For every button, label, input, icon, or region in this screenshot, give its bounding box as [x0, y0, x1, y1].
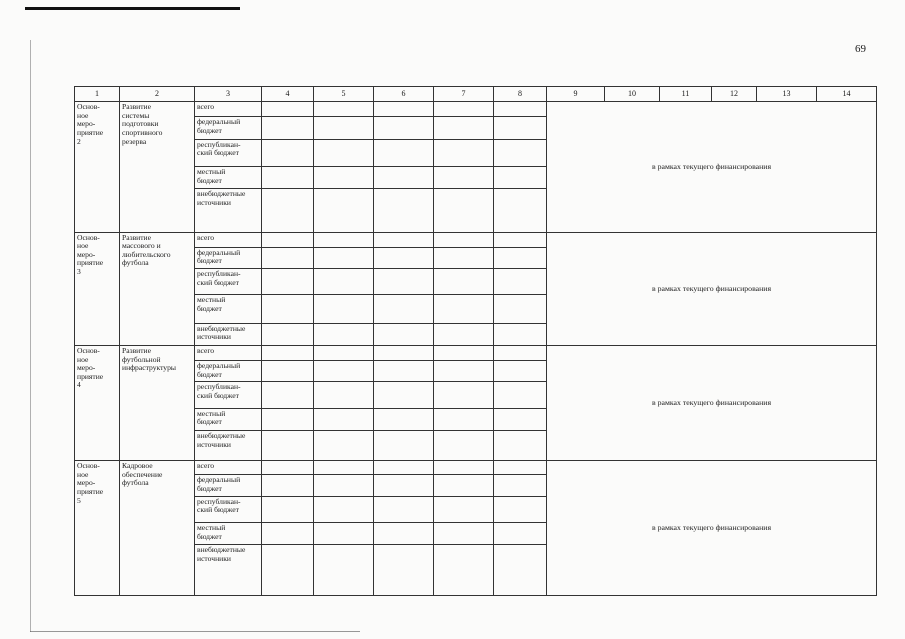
top-edge-rule — [25, 7, 240, 10]
value-cell — [374, 247, 434, 268]
value-cell — [262, 295, 314, 323]
value-cell — [262, 166, 314, 188]
value-cell — [314, 545, 374, 596]
value-cell — [262, 117, 314, 139]
value-cell — [434, 247, 494, 268]
value-cell — [494, 361, 547, 382]
value-cell — [434, 430, 494, 460]
funding-note-cell: в рамках текущего финансирования — [547, 232, 877, 345]
value-cell — [494, 102, 547, 117]
value-cell — [314, 139, 374, 166]
value-cell — [262, 269, 314, 295]
column-number-cell: 14 — [817, 87, 877, 102]
value-cell — [494, 247, 547, 268]
value-cell — [494, 496, 547, 522]
value-cell — [494, 475, 547, 496]
value-cell — [494, 382, 547, 408]
value-cell — [434, 545, 494, 596]
funding-note-cell: в рамках текущего финансирования — [547, 102, 877, 232]
value-cell — [314, 323, 374, 345]
value-cell — [374, 408, 434, 430]
funding-source-cell: федеральный бюджет — [195, 361, 262, 382]
funding-note-cell: в рамках текущего финансирования — [547, 345, 877, 460]
table-row — [75, 232, 877, 247]
value-cell — [494, 295, 547, 323]
funding-source-cell: федеральный бюджет — [195, 247, 262, 268]
value-cell — [314, 522, 374, 544]
value-cell — [314, 189, 374, 233]
value-cell — [494, 232, 547, 247]
value-cell — [262, 361, 314, 382]
funding-source-cell: всего — [195, 345, 262, 360]
left-edge-shadow — [30, 40, 31, 632]
measure-title-cell: Развитие футбольной инфраструктуры — [120, 345, 195, 460]
value-cell — [262, 475, 314, 496]
value-cell — [374, 461, 434, 475]
funding-source-cell: всего — [195, 232, 262, 247]
funding-source-cell: федеральный бюджет — [195, 117, 262, 139]
funding-table — [74, 86, 877, 596]
value-cell — [262, 461, 314, 475]
funding-source-cell: федеральный бюджет — [195, 475, 262, 496]
value-cell — [262, 430, 314, 460]
value-cell — [314, 430, 374, 460]
value-cell — [434, 475, 494, 496]
column-number-cell: 3 — [195, 87, 262, 102]
value-cell — [314, 382, 374, 408]
value-cell — [494, 166, 547, 188]
funding-source-cell: республикан- ский бюджет — [195, 139, 262, 166]
value-cell — [434, 345, 494, 360]
value-cell — [314, 117, 374, 139]
value-cell — [434, 117, 494, 139]
value-cell — [374, 295, 434, 323]
value-cell — [262, 522, 314, 544]
column-number-cell: 13 — [757, 87, 817, 102]
column-number-row — [75, 87, 877, 102]
value-cell — [314, 232, 374, 247]
value-cell — [374, 345, 434, 360]
value-cell — [494, 545, 547, 596]
value-cell — [434, 166, 494, 188]
value-cell — [262, 247, 314, 268]
value-cell — [262, 189, 314, 233]
value-cell — [262, 139, 314, 166]
value-cell — [314, 102, 374, 117]
funding-source-cell: местный бюджет — [195, 295, 262, 323]
column-number-cell: 7 — [434, 87, 494, 102]
value-cell — [374, 475, 434, 496]
value-cell — [374, 139, 434, 166]
value-cell — [374, 430, 434, 460]
value-cell — [262, 345, 314, 360]
value-cell — [262, 323, 314, 345]
value-cell — [314, 166, 374, 188]
value-cell — [494, 139, 547, 166]
value-cell — [434, 269, 494, 295]
value-cell — [314, 295, 374, 323]
value-cell — [374, 382, 434, 408]
column-number-cell: 8 — [494, 87, 547, 102]
value-cell — [314, 461, 374, 475]
table-row — [75, 345, 877, 360]
value-cell — [262, 496, 314, 522]
value-cell — [434, 496, 494, 522]
measure-cell: Основ- ное меро- приятие 5 — [75, 461, 120, 596]
value-cell — [494, 189, 547, 233]
value-cell — [494, 323, 547, 345]
value-cell — [314, 361, 374, 382]
funding-note-cell: в рамках текущего финансирования — [547, 461, 877, 596]
funding-source-cell: внебюджетные источники — [195, 323, 262, 345]
measure-title-cell: Кадровое обеспечение футбола — [120, 461, 195, 596]
value-cell — [262, 545, 314, 596]
measure-cell: Основ- ное меро- приятие 4 — [75, 345, 120, 460]
value-cell — [494, 522, 547, 544]
value-cell — [434, 522, 494, 544]
measure-title-cell: Развитие массового и любительского футбола — [120, 232, 195, 345]
value-cell — [374, 189, 434, 233]
value-cell — [262, 408, 314, 430]
value-cell — [314, 475, 374, 496]
value-cell — [434, 361, 494, 382]
funding-source-cell: всего — [195, 461, 262, 475]
funding-source-cell: республикан- ский бюджет — [195, 269, 262, 295]
value-cell — [434, 408, 494, 430]
measure-cell: Основ- ное меро- приятие 2 — [75, 102, 120, 232]
value-cell — [374, 323, 434, 345]
value-cell — [374, 269, 434, 295]
value-cell — [434, 382, 494, 408]
column-number-cell: 1 — [75, 87, 120, 102]
measure-title-cell: Развитие системы подготовки спортивного резерва — [120, 102, 195, 232]
value-cell — [262, 232, 314, 247]
value-cell — [434, 295, 494, 323]
value-cell — [374, 117, 434, 139]
column-number-cell: 5 — [314, 87, 374, 102]
value-cell — [434, 461, 494, 475]
funding-source-cell: внебюджетные источники — [195, 430, 262, 460]
value-cell — [374, 496, 434, 522]
value-cell — [314, 496, 374, 522]
value-cell — [374, 522, 434, 544]
funding-source-cell: местный бюджет — [195, 522, 262, 544]
column-number-cell: 12 — [712, 87, 757, 102]
value-cell — [262, 382, 314, 408]
table-row — [75, 461, 877, 475]
value-cell — [314, 345, 374, 360]
value-cell — [434, 102, 494, 117]
funding-source-cell: республикан- ский бюджет — [195, 496, 262, 522]
value-cell — [314, 247, 374, 268]
value-cell — [434, 232, 494, 247]
value-cell — [314, 269, 374, 295]
measure-cell: Основ- ное меро- приятие 3 — [75, 232, 120, 345]
value-cell — [494, 345, 547, 360]
column-number-cell: 2 — [120, 87, 195, 102]
value-cell — [434, 189, 494, 233]
column-number-cell: 10 — [605, 87, 660, 102]
value-cell — [494, 461, 547, 475]
value-cell — [494, 117, 547, 139]
value-cell — [374, 545, 434, 596]
funding-source-cell: местный бюджет — [195, 408, 262, 430]
value-cell — [434, 139, 494, 166]
value-cell — [374, 166, 434, 188]
value-cell — [494, 408, 547, 430]
column-number-cell: 9 — [547, 87, 605, 102]
value-cell — [262, 102, 314, 117]
funding-source-cell: всего — [195, 102, 262, 117]
value-cell — [494, 430, 547, 460]
column-number-cell: 6 — [374, 87, 434, 102]
column-number-cell: 11 — [660, 87, 712, 102]
table-row — [75, 102, 877, 117]
column-number-cell: 4 — [262, 87, 314, 102]
value-cell — [314, 408, 374, 430]
bottom-edge-rule — [30, 631, 360, 632]
value-cell — [494, 269, 547, 295]
value-cell — [374, 102, 434, 117]
funding-source-cell: республикан- ский бюджет — [195, 382, 262, 408]
value-cell — [374, 361, 434, 382]
page-number: 69 — [855, 43, 866, 55]
value-cell — [374, 232, 434, 247]
funding-source-cell: внебюджетные источники — [195, 189, 262, 233]
value-cell — [434, 323, 494, 345]
funding-source-cell: внебюджетные источники — [195, 545, 262, 596]
funding-source-cell: местный бюджет — [195, 166, 262, 188]
